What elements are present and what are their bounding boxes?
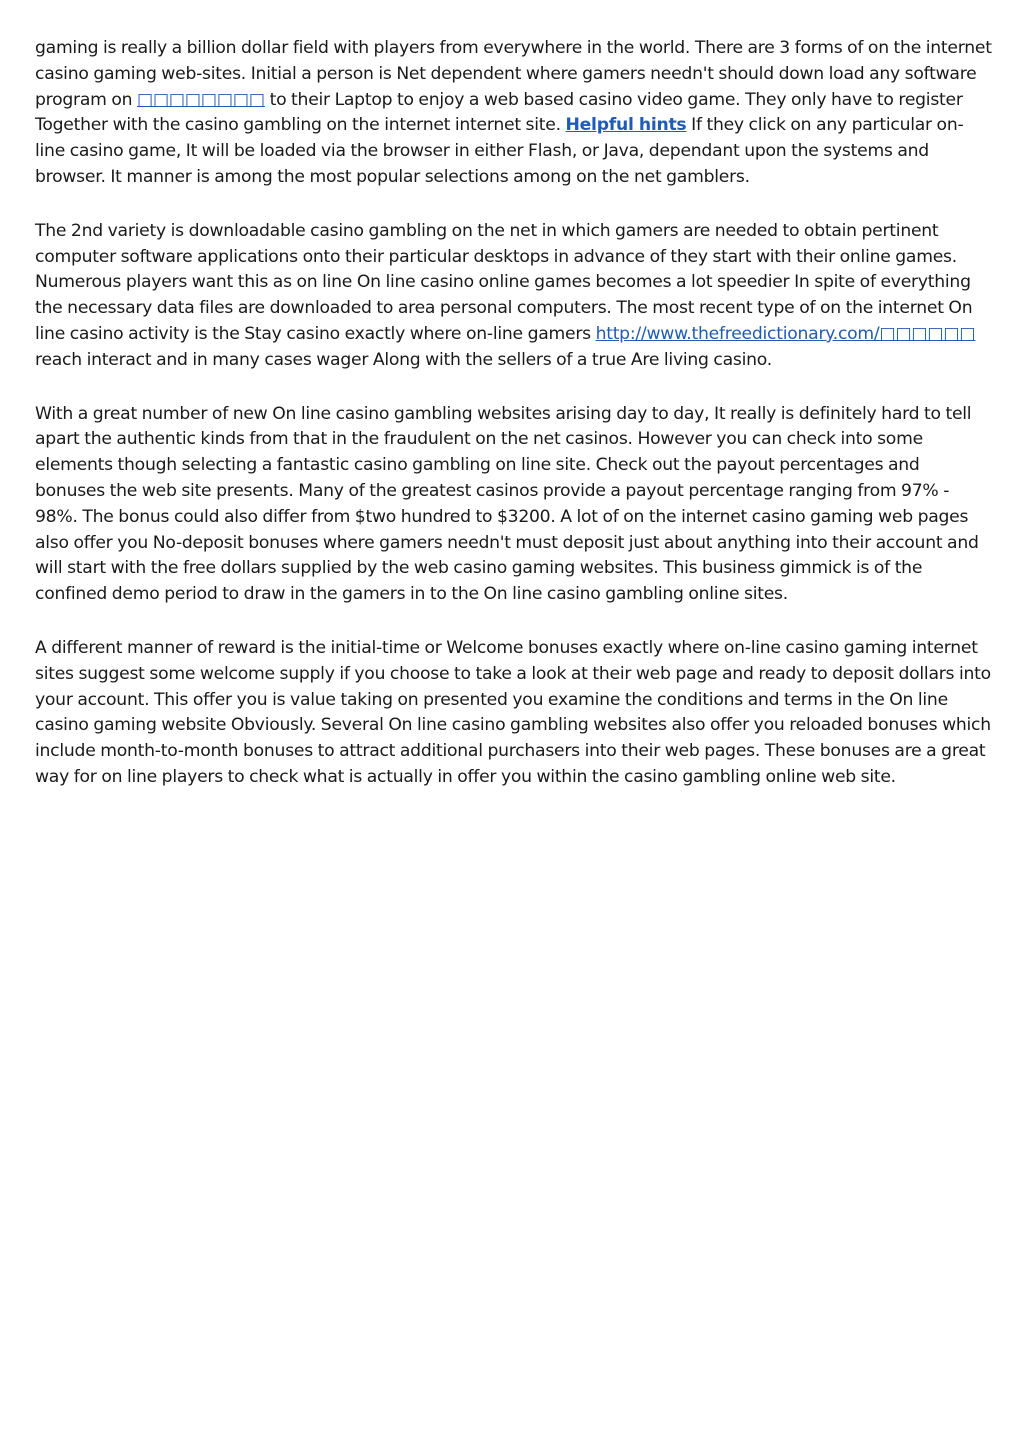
paragraph-1-text-1: gaming is really a billion dollar field with players from everywhere in the world. There are 3 forms of on the internet casino gaming web-sites. Initial a person is Net dependent where gamers needn't should down load any software program on xyxy=(35,38,992,110)
paragraph-1-text-3: If they click on any particular on-line casino game, It will be loaded via the browser in either Flash, or Java, dependant upon the systems and browser. It manner is among the most popular selections among on the net gamblers. xyxy=(35,115,964,187)
paragraph-2-text-1: The 2nd variety is downloadable casino gambling on the net in which gamers are needed to obtain pertinent computer software applications onto their particular desktops in advance of they start with their online games. Numerous players want this as on line On line casino online games becomes a lot speedier In spite of everything the necessary data files are downloaded to area personal computers. The most recent type of on the internet On line casino activity is the Stay casino exactly where on-line gamers xyxy=(35,220,973,344)
paragraph-1 xyxy=(35,36,993,191)
paragraph-3-text-1: With a great number of new On line casino gambling websites arising day to day, It really is definitely hard to tell apart the authentic kinds from that in the fraudulent on the net casinos. However you can check into some elements though selecting a fantastic casino gambling on line site. Check out the payout percentages and bonuses the web site presents. Many of the greatest casinos provide a payout percentage ranging from 97% - 98%. The bonus could also differ from $two hundred to $3200. A lot of on the internet casino gaming web pages also offer you No-deposit bonuses where gamers needn't must deposit just about anything into their account and will start with the free dollars supplied by the web casino gaming websites. This business gimmick is of the confined demo period to draw in the gamers in to the On line casino gambling online sites. xyxy=(35,403,979,605)
paragraph-4 xyxy=(35,636,993,791)
document-body xyxy=(35,36,993,819)
paragraph-2 xyxy=(35,219,993,374)
paragraph-4-text-1: A different manner of reward is the initial-time or Welcome bonuses exactly where on-line casino gaming internet sites suggest some welcome supply if you choose to take a look at their web page and ready to deposit dollars into your account. This offer you is value taking on presented you examine the conditions and terms in the On line casino gaming website Obviously. Several On line casino gambling websites also offer you reloaded bonuses which include month-to-month bonuses to attract additional purchasers into their web pages. These bonuses are a great way for on line players to check what is actually in offer you within the casino gambling online web site. xyxy=(35,637,991,787)
link-korean-casino[interactable]: □□□□□□□□ xyxy=(136,89,265,110)
paragraph-3 xyxy=(35,402,993,608)
paragraph-2-text-2: reach interact and in many cases wager Along with the sellers of a true Are living casino. xyxy=(35,349,772,370)
link-helpful-hints[interactable]: Helpful hints xyxy=(565,115,687,136)
link-thefreedictionary[interactable]: http://www.thefreedictionary.com/□□□□□□ xyxy=(595,323,976,344)
paragraph-1-text-2: to their Laptop to enjoy a web based casino video game. They only have to register Together with the casino gambling on the internet internet site. xyxy=(35,89,963,136)
